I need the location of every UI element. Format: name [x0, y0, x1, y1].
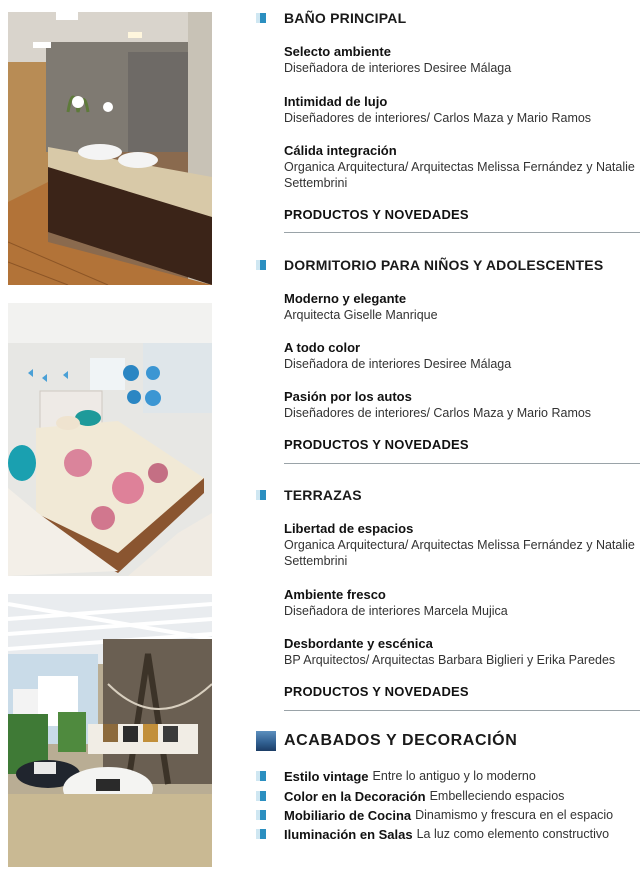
entry-title: Color en la Decoración [284, 788, 426, 804]
section-title: TERRAZAS [284, 487, 362, 503]
productos-novedades-link[interactable]: PRODUCTOS Y NOVEDADES [284, 684, 469, 699]
entry-title: Pasión por los autos [284, 389, 412, 404]
entry-title: Moderno y elegante [284, 291, 407, 306]
bullet-square-icon [256, 13, 266, 23]
list-item[interactable] [256, 787, 640, 805]
terrace-photo [8, 594, 212, 867]
entry-title: Ambiente fresco [284, 587, 386, 602]
section-header-bano [256, 8, 640, 28]
list-item[interactable] [284, 93, 640, 126]
bullet-square-icon [256, 791, 266, 801]
bullet-square-icon [256, 829, 266, 839]
bullet-square-icon [256, 771, 266, 781]
list-item[interactable] [284, 586, 640, 619]
entry-title: Intimidad de lujo [284, 94, 388, 109]
section-header-dormitorio [256, 255, 640, 275]
section-title: BAÑO PRINCIPAL [284, 10, 407, 26]
productos-novedades-link[interactable]: PRODUCTOS Y NOVEDADES [284, 207, 469, 222]
entry-title: Libertad de espacios [284, 521, 414, 536]
entry-title: Desbordante y escénica [284, 636, 433, 651]
list-item[interactable] [284, 43, 640, 76]
bullet-square-icon [256, 810, 266, 820]
entry-subtitle: Embelleciendo espacios [429, 789, 565, 803]
entry-subtitle: Entre lo antiguo y lo moderno [372, 769, 536, 783]
entry-subtitle: BP Arquitectos/ Arquitectas Barbara Biglieri y Erika Paredes [284, 653, 616, 667]
bullet-square-icon [256, 260, 266, 270]
list-item[interactable] [284, 388, 640, 421]
entry-title: Estilo vintage [284, 768, 369, 784]
bullet-square-icon [256, 490, 266, 500]
section-header-acabados [256, 730, 640, 752]
list-item[interactable] [284, 339, 640, 372]
divider [284, 463, 640, 464]
entry-subtitle: Organica Arquitectura/ Arquitectas Melissa Fernández y Natalie Settembrini [284, 160, 635, 190]
section-title: ACABADOS Y DECORACIÓN [284, 732, 518, 749]
entry-title: Cálida integración [284, 143, 397, 158]
entry-subtitle: Diseñadora de interiores Marcela Mujica [284, 604, 508, 618]
entry-subtitle: Diseñadores de interiores/ Carlos Maza y Mario Ramos [284, 406, 592, 420]
bathroom-photo [8, 12, 212, 285]
list-item[interactable] [284, 290, 640, 323]
entry-subtitle: Organica Arquitectura/ Arquitectas Melissa Fernández y Natalie Settembrini [284, 538, 635, 568]
list-item[interactable] [256, 767, 640, 785]
entry-title: Iluminación en Salas [284, 826, 413, 842]
divider [284, 232, 640, 233]
entry-subtitle: Dinamismo y frescura en el espacio [415, 808, 614, 822]
entry-subtitle: Diseñadora de interiores Desiree Málaga [284, 61, 512, 75]
section-header-terrazas [256, 485, 640, 505]
section-title: DORMITORIO PARA NIÑOS Y ADOLESCENTES [284, 257, 604, 273]
list-item[interactable] [284, 520, 640, 569]
entry-title: Mobiliario de Cocina [284, 807, 412, 823]
entry-subtitle: Arquitecta Giselle Manrique [284, 308, 438, 322]
list-item[interactable] [284, 635, 640, 668]
entry-title: A todo color [284, 340, 361, 355]
entry-subtitle: Diseñadores de interiores/ Carlos Maza y Mario Ramos [284, 111, 592, 125]
list-item[interactable] [256, 825, 640, 843]
productos-novedades-link[interactable]: PRODUCTOS Y NOVEDADES [284, 437, 469, 452]
entry-title: Selecto ambiente [284, 44, 391, 59]
bedroom-photo [8, 303, 212, 576]
entry-subtitle: La luz como elemento constructivo [416, 827, 610, 841]
list-item[interactable] [284, 142, 640, 191]
list-item[interactable] [256, 806, 640, 824]
bullet-square-icon [256, 731, 276, 751]
divider [284, 710, 640, 711]
entry-subtitle: Diseñadora de interiores Desiree Málaga [284, 357, 512, 371]
